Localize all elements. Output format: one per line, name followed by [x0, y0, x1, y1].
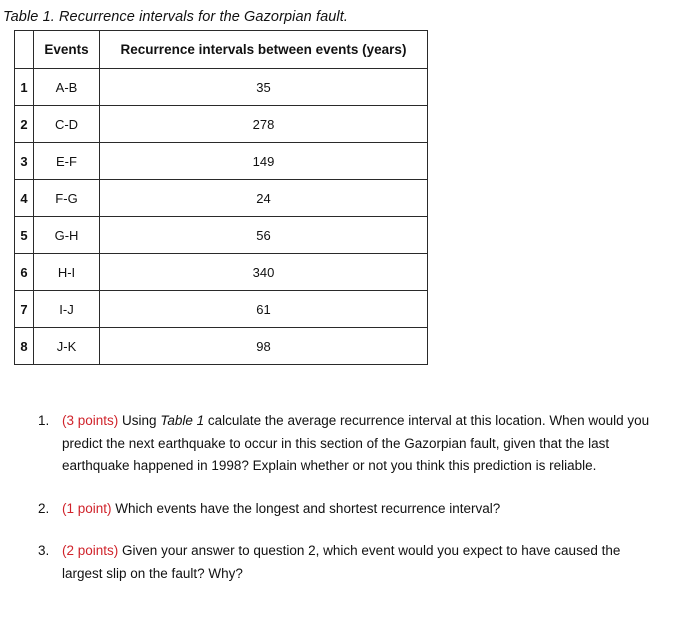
table-row: [15, 143, 428, 180]
interval-cell: 98: [100, 328, 428, 365]
interval-cell: 35: [100, 69, 428, 106]
interval-cell: 278: [100, 106, 428, 143]
question-number: 3.: [38, 543, 50, 558]
row-number: 8: [15, 328, 34, 365]
table-reference: Table 1: [160, 413, 205, 428]
question-text: Given your answer to question 2, which event would you expect to have caused the largest slip on the fault? Why?: [62, 543, 621, 581]
event-cell: C-D: [34, 106, 100, 143]
event-cell: H-I: [34, 254, 100, 291]
event-cell: J-K: [34, 328, 100, 365]
table-row: [15, 180, 428, 217]
row-number: 7: [15, 291, 34, 328]
interval-cell: 56: [100, 217, 428, 254]
question-number: 1.: [38, 413, 50, 428]
table-header-row: [15, 31, 428, 69]
event-cell: E-F: [34, 143, 100, 180]
recurrence-table: [14, 30, 428, 365]
table-row: [15, 254, 428, 291]
intervals-column-header: Recurrence intervals between events (years): [100, 31, 428, 69]
row-number: 1: [15, 69, 34, 106]
event-cell: I-J: [34, 291, 100, 328]
points-label: (2 points): [62, 543, 119, 558]
points-label: (1 point): [62, 500, 112, 516]
row-number-header: [15, 31, 34, 69]
row-number: 2: [15, 106, 34, 143]
row-number: 6: [15, 254, 34, 291]
events-column-header: Events: [34, 31, 100, 69]
question-item: [38, 540, 658, 585]
points-label: (3 points): [62, 413, 119, 428]
table-row: [15, 328, 428, 365]
interval-cell: 340: [100, 254, 428, 291]
event-cell: A-B: [34, 69, 100, 106]
table-row: [15, 217, 428, 254]
row-number: 4: [15, 180, 34, 217]
table-caption: Table 1. Recurrence intervals for the Gazorpian fault.: [3, 9, 348, 25]
question-item: [38, 410, 658, 478]
question-text: calculate the average recurrence interval at this location. When would you predict the next earthquake to occur in this section of the Gazorpian fault, given that the last earthquake happened in 1998? Explain whether or not you think this prediction is reliable.: [62, 413, 650, 473]
row-number: 3: [15, 143, 34, 180]
question-list: [38, 410, 658, 605]
interval-cell: 149: [100, 143, 428, 180]
interval-cell: 61: [100, 291, 428, 328]
table-row: [15, 106, 428, 143]
row-number: 5: [15, 217, 34, 254]
question-item: [38, 498, 658, 521]
question-text: Which events have the longest and shortest recurrence interval?: [115, 500, 501, 516]
question-number: 2.: [38, 500, 50, 516]
event-cell: G-H: [34, 217, 100, 254]
event-cell: F-G: [34, 180, 100, 217]
table-row: [15, 291, 428, 328]
interval-cell: 24: [100, 180, 428, 217]
question-text: Using: [122, 413, 157, 428]
table-row: [15, 69, 428, 106]
